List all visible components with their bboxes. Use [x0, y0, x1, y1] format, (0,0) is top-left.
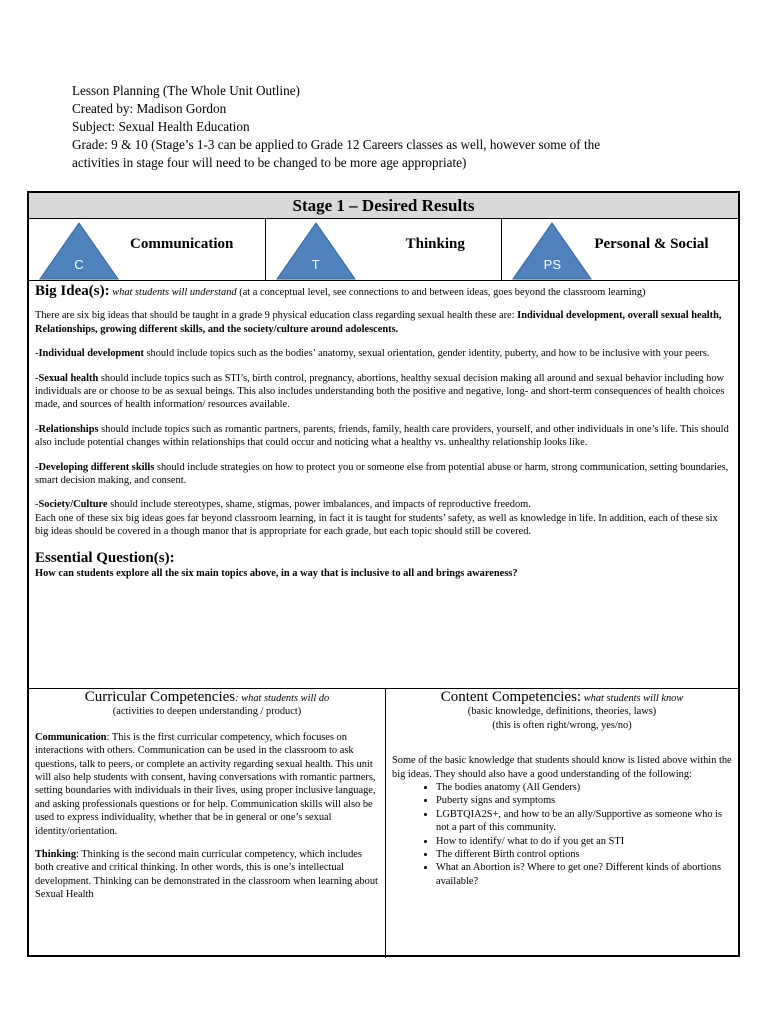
competency-name: Communication: [130, 236, 234, 252]
curricular-term: Communication: [35, 731, 107, 743]
big-idea-text: should include topics such as the bodies’ anatomy, sexual orientation, gender identity, puberty, and how to be inclusive with your peers.: [146, 348, 710, 360]
big-ideas-intro: There are six big ideas that should be taught in a grade 9 physical education class regarding sexual health these are:: [35, 310, 515, 322]
big-idea-term: Sexual health: [38, 372, 99, 384]
list-item: • The different Birth control options: [436, 848, 732, 861]
big-idea-term: Relationships: [38, 423, 99, 435]
stage-title: Stage 1 – Desired Results: [29, 193, 738, 219]
big-ideas-title: Big Idea(s):: [35, 283, 110, 299]
competencies-columns: [29, 688, 738, 958]
header-line-subject: Subject: Sexual Health Education: [72, 118, 250, 134]
essential-questions-title: Essential Question(s):: [35, 549, 175, 566]
competency-name: Personal & Social: [594, 236, 709, 252]
big-idea-text: should include topics such as STI’s, birth control, pregnancy, abortions, healthy sexual decision making all around and sexual behavior including how individuals are or choose to be as sexual beings. This also includes understanding both the positive and negative, long- and short-term consequences of health choices made, and sources of health information/ resources available.: [35, 372, 725, 411]
list-item: • The bodies anatomy (All Genders): [436, 781, 732, 794]
curricular-desc: (activities to deepen understanding / product): [112, 706, 302, 718]
curricular-communication: [35, 731, 379, 838]
competency-thinking: [266, 219, 503, 280]
curricular-text: : This is the first curricular competency, which focuses on interactions with others. Communication can be used in the classroom to ask questions, talk to peers, or complete an activity regarding sexual health. This unit will also help students with consent, having conversations with romantic partners, setting boundaries with individuals in their lives, using proper inclusive language, and asking professionals questions or for help. Communication skills will also be used to express individuality, whether that be in general or one’s sexual identity/orientation.: [35, 731, 376, 837]
big-idea-item: [35, 347, 733, 360]
competency-letter: T: [311, 257, 320, 272]
curricular-title: Curricular Competencies: [84, 689, 236, 705]
header-line-grade: Grade: 9 & 10 (Stage’s 1-3 can be applied to Grade 12 Careers classes as well, however some of the: [72, 136, 601, 152]
big-idea-text: should include strategies on how to protect you or someone else from potential abuse or harm, strong communication, setting boundaries, smart decision making, and consent.: [35, 461, 729, 487]
big-idea-term: Individual development: [38, 348, 144, 360]
big-idea-item: [35, 372, 733, 412]
header-line-author: Created by: Madison Gordon: [72, 100, 227, 116]
content-subtitle: what students will know: [583, 693, 684, 704]
big-idea-term: Developing different skills: [38, 461, 155, 473]
big-idea-text: should include topics such as romantic partners, parents, friends, family, health care providers, yourself, and other individuals in one’s life. This should also include potential changes within relationships that could occur and noticing what a healthy vs. unhealthy relationship looks like.: [35, 423, 729, 449]
content-desc-2: (this is often right/wrong, yes/no): [492, 719, 632, 731]
big-idea-item: [35, 461, 733, 488]
dash: -: [35, 423, 39, 435]
unit-plan-table: [27, 191, 740, 957]
competency-name: Thinking: [405, 236, 465, 252]
curricular-thinking: [35, 848, 379, 902]
big-ideas-closing: Each one of these six big ideas goes far beyond classroom learning, in fact it is taught for students’ safety, as well as knowledge in life. In addition, each of these six big ideas should be covered in a though manor that is appropriate for each grade, but each topic should still be covered.: [35, 512, 718, 538]
list-item: • What an Abortion is? Where to get one? Different kinds of abortions available?: [436, 861, 732, 888]
content-desc-1: (basic knowledge, definitions, theories, laws): [467, 706, 657, 718]
competency-communication: [29, 219, 266, 280]
content-competencies: [386, 689, 738, 958]
content-list: [392, 781, 732, 888]
competency-letter: PS: [543, 257, 562, 272]
competency-letter: C: [74, 257, 84, 272]
list-item: • Puberty signs and symptoms: [436, 794, 732, 807]
core-competencies-row: [29, 219, 738, 281]
curricular-term: Thinking: [35, 849, 77, 861]
curricular-text: : Thinking is the second main curricular competency, which includes both creative and critical thinking. In other words, this is one’s intellectual development. Thinking can be demonstrated in the classroom when learning about Sexual Health: [35, 849, 378, 901]
curricular-subtitle: what students will do: [241, 693, 330, 704]
dash: -: [35, 348, 39, 360]
content-title: Content Competencies:: [440, 689, 582, 705]
header-line-title: Lesson Planning (The Whole Unit Outline): [72, 83, 300, 98]
essential-question: How can students explore all the six main topics above, in a way that is inclusive to all and brings awareness?: [35, 567, 518, 579]
big-ideas-subtitle: what students will understand: [112, 287, 237, 298]
lesson-header: [72, 82, 712, 172]
competency-personal-social: [502, 219, 738, 280]
dash: -: [35, 499, 39, 511]
content-intro: Some of the basic knowledge that students should know is listed above within the big ideas. They should also have a good understanding of the following:: [392, 755, 732, 780]
big-idea-item: [35, 498, 733, 511]
big-ideas-subtitle-rest: (at a conceptual level, see connections to and between ideas, goes beyond the classroom learning): [239, 287, 646, 298]
big-idea-text: should include stereotypes, shame, stigmas, power imbalances, and impacts of reproductive freedom.: [110, 499, 531, 511]
dash: -: [35, 461, 39, 473]
list-item: • How to identify/ what to do if you get an STI: [436, 835, 732, 848]
curricular-competencies: [29, 689, 386, 958]
curricular-heading: Curricular Competencies: what students will do: [84, 689, 330, 705]
big-idea-term: Society/Culture: [38, 499, 108, 511]
header-line-grade-cont: activities in stage four will need to be changed to be more age appropriate): [72, 154, 467, 170]
dash: -: [35, 372, 39, 384]
big-idea-item: [35, 423, 733, 450]
content-heading: [392, 691, 732, 705]
big-ideas-intro-bold: Individual development, overall sexual health, Relationships, growing different skills, and the society/culture around adolescents.: [35, 310, 722, 335]
list-item: • LGBTQIA2S+, and how to be an ally/Supportive as someone who is not a part of this community.: [436, 808, 732, 835]
big-ideas-section: [29, 281, 738, 688]
